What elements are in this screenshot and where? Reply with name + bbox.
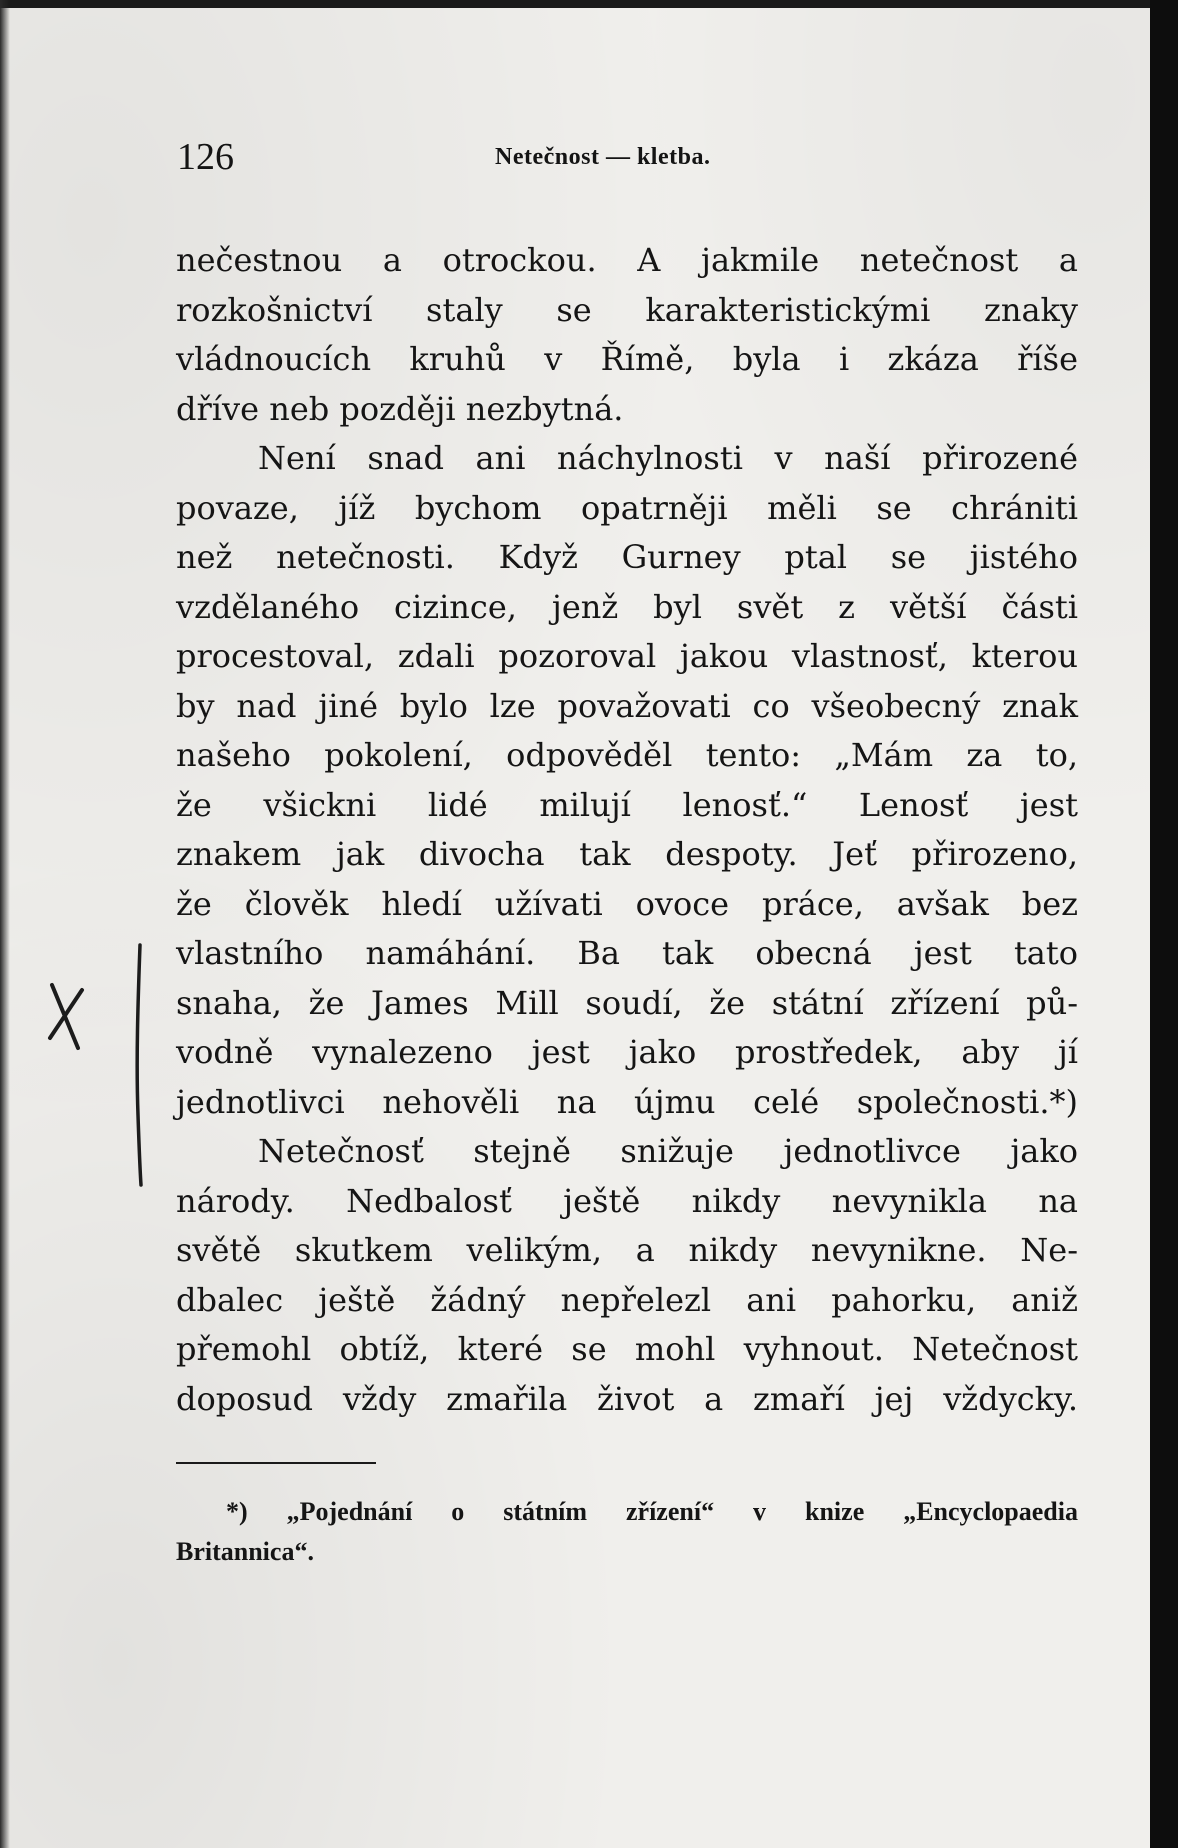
text-line: snaha, že James Mill soudí, že státní zřízení pů- [176,983,1078,1022]
text-line: než netečnosti. Když Gurney ptal se jistého [176,538,1078,576]
text-line: že člověk hledí užívati ovoce práce, avšak bez [176,884,1078,923]
text-line: jednotlivci nehověli na újmu celé společnosti.*) [176,1082,1078,1121]
text-line: že všickni lidé milují lenosť.“ Lenosť jest [176,785,1078,824]
scan-top-edge [0,0,1150,8]
handwritten-margin-mark [30,930,160,1190]
footnote-line: Britannica“. [176,1537,314,1566]
text-line: dbalec ještě žádný nepřelezl ani pahorku, aniž [176,1280,1078,1319]
text-line: Netečnosť stejně snižuje jednotlivce jako [258,1132,1078,1170]
page-number: 126 [177,136,234,178]
text-line: vodně vynalezeno jest jako prostředek, aby jí [176,1033,1078,1071]
margin-vertical-line-icon [137,945,141,1185]
scan-right-edge [1150,0,1178,1848]
text-line: přemohl obtíž, které se mohl vyhnout. Netečnost [176,1330,1078,1368]
text-line: národy. Nedbalosť ještě nikdy nevynikla na [176,1181,1078,1220]
text-line: nečestnou a otrockou. A jakmile netečnost a [176,241,1078,279]
footnote [176,1492,1078,1572]
text-line: Není snad ani náchylnosti v naší přirozené [258,439,1078,477]
text-line: vlastního namáhání. Ba tak obecná jest tato [176,934,1078,972]
footnote-line: *) „Pojednání o státním zřízení“ v knize „Encyclopaedia [226,1497,1078,1526]
text-line: dříve neb později nezbytná. [176,389,624,428]
text-line: našeho pokolení, odpověděl tento: „Mám za to, [176,736,1078,774]
page-header [177,132,1077,182]
text-line: by nad jiné bylo lze považovati co všeobecný znak [176,686,1078,725]
text-line: vzdělaného cizince, jenž byl svět z větší části [176,587,1078,626]
text-line: znakem jak divocha tak despoty. Jeť přirozeno, [176,835,1078,873]
text-line: světě skutkem velikým, a nikdy nevynikne. Ne- [176,1231,1078,1269]
margin-cross-icon [50,985,82,1048]
text-line: procestoval, zdali pozoroval jakou vlastnosť, kterou [176,637,1078,675]
body-text [176,236,1078,1424]
scan-left-edge [0,0,10,1848]
footnote-divider [176,1462,376,1464]
text-line: rozkošnictví staly se karakteristickými znaky [176,290,1078,329]
running-head: Netečnost — kletba. [495,144,711,170]
text-line: vládnoucích kruhů v Římě, byla i zkáza říše [176,340,1078,378]
text-line: doposud vždy zmařila život a zmaří jej vždycky. [176,1379,1078,1418]
text-line: povaze, jíž bychom opatrněji měli se chrániti [176,488,1078,527]
